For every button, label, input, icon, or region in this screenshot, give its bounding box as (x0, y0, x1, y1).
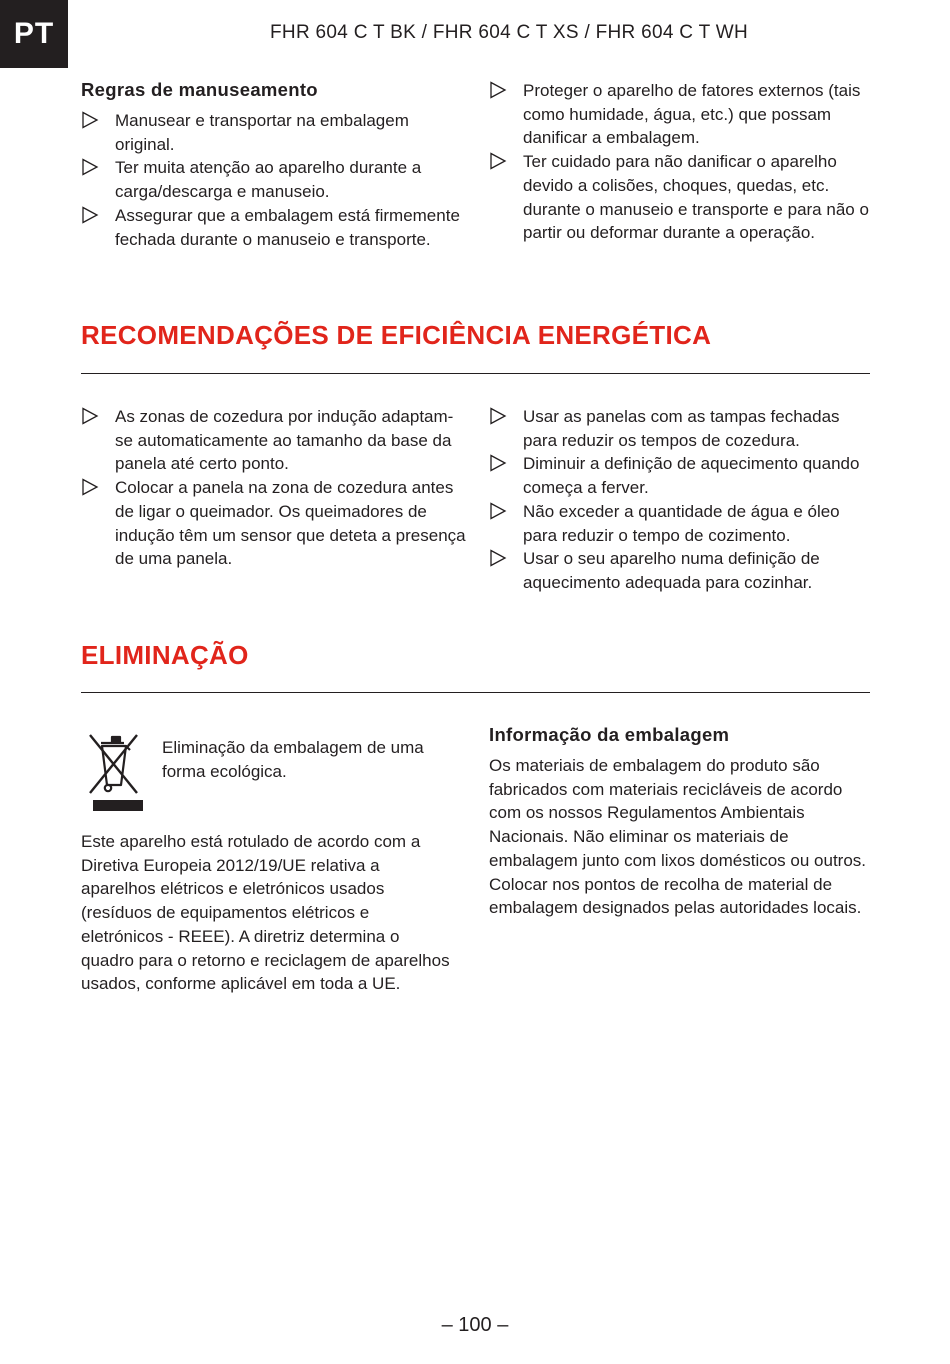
handling-right-list (489, 79, 874, 245)
list-item: Proteger o aparelho de fatores externos (tais como humidade, água, etc.) que possam danificar a embalagem. (489, 79, 874, 150)
list-item: Manusear e transportar na embalagem original. (81, 109, 466, 156)
list-item: Ter cuidado para não danificar o aparelho devido a colisões, choques, quedas, etc. durante o manuseio e transporte e para não o partir ou deformar durante a operação. (489, 150, 874, 245)
list-item: As zonas de cozedura por indução adaptam-se automaticamente ao tamanho da base da panela até certo ponto. (81, 405, 466, 476)
language-tab: PT (0, 0, 68, 68)
disposal-left-column (81, 736, 461, 996)
list-item: Usar as panelas com as tampas fechadas para reduzir os tempos de cozedura. (489, 405, 874, 452)
triangle-bullet-icon (81, 206, 99, 224)
energy-right-list (489, 405, 874, 595)
list-item: Ter muita atenção ao aparelho durante a carga/descarga e manuseio. (81, 156, 466, 203)
page-number: – 100 – (441, 1314, 509, 1336)
list-item: Colocar a panela na zona de cozedura antes de ligar o queimador. Os queimadores de indução têm um sensor que deteta a presença de uma panela. (81, 476, 466, 571)
triangle-bullet-icon (489, 407, 507, 425)
weee-directive-text: Este aparelho está rotulado de acordo com a Diretiva Europeia 2012/19/UE relativa a aparelhos elétricos e eletrónicos usados (resíduos de equipamentos elétricos e eletrónicos - REEE). A diretriz determina o quadro para o retorno e reciclagem de aparelhos usados, conforme aplicável em toda a UE. (81, 832, 450, 994)
weee-caption: Eliminação da embalagem de uma forma ecológica. (162, 738, 424, 781)
crossed-out-wheelie-bin-icon (81, 730, 145, 812)
energy-left-list (81, 405, 466, 571)
handling-left-list (81, 109, 466, 251)
list-item: Diminuir a definição de aquecimento quando começa a ferver. (489, 452, 874, 499)
energy-right-column (489, 405, 874, 595)
triangle-bullet-icon (81, 407, 99, 425)
list-item: Usar o seu aparelho numa definição de aquecimento adequada para cozinhar. (489, 547, 874, 594)
disposal-right-column (489, 724, 870, 920)
disposal-divider (81, 692, 870, 693)
energy-section-title: RECOMENDAÇÕES DE EFICIÊNCIA ENERGÉTICA (81, 320, 712, 350)
energy-divider (81, 373, 870, 374)
weee-block (81, 736, 461, 812)
triangle-bullet-icon (489, 454, 507, 472)
handling-right-column (489, 79, 874, 245)
triangle-bullet-icon (81, 111, 99, 129)
triangle-bullet-icon (489, 502, 507, 520)
energy-left-column (81, 405, 466, 571)
list-item: Assegurar que a embalagem está firmemente fechada durante o manuseio e transporte. (81, 204, 466, 251)
triangle-bullet-icon (489, 549, 507, 567)
list-item: Não exceder a quantidade de água e óleo para reduzir o tempo de cozimento. (489, 500, 874, 547)
triangle-bullet-icon (489, 152, 507, 170)
disposal-section-title: ELIMINAÇÃO (81, 640, 249, 670)
packaging-title: Informação da embalagem (489, 724, 730, 745)
model-header: FHR 604 C T BK / FHR 604 C T XS / FHR 604 C T WH (270, 22, 748, 43)
handling-left-column (81, 79, 466, 251)
triangle-bullet-icon (81, 158, 99, 176)
handling-title: Regras de manuseamento (81, 79, 318, 100)
triangle-bullet-icon (81, 478, 99, 496)
packaging-text: Os materiais de embalagem do produto são fabricados com materiais recicláveis de acordo com os nossos Regulamentos Ambientais Nacionais. Não eliminar os materiais de embalagem junto com lixos domésticos ou outros. Colocar nos pontos de recolha de material de embalagem designados pelas autoridades locais. (489, 756, 867, 918)
triangle-bullet-icon (489, 81, 507, 99)
